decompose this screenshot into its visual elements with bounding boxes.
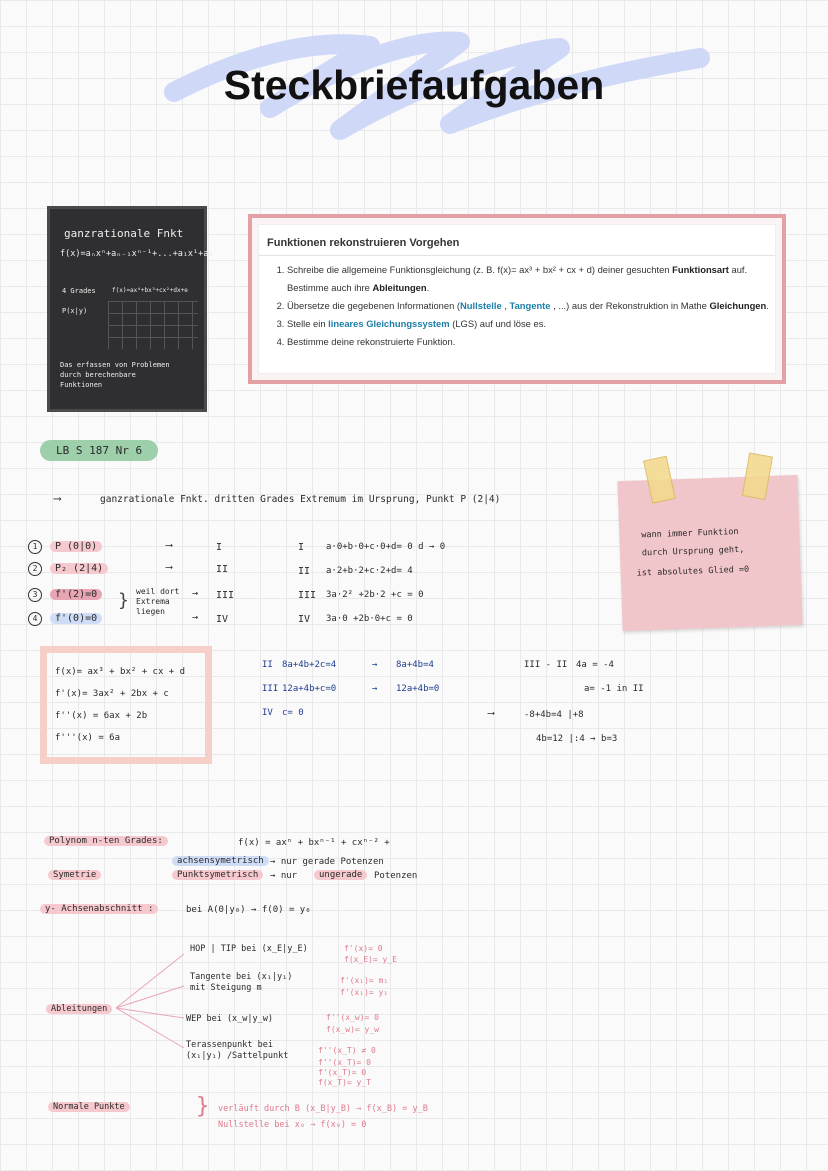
y-intercept-text: bei A(0|y₀) → f(0) = y₀ — [186, 905, 311, 915]
chalkboard-definition — [47, 206, 214, 412]
symmetry-point-highlight: ungerade — [314, 870, 367, 880]
method-step-3 — [287, 315, 787, 333]
derivative-condition-left-1: HOP | TIP bei (x_E|y_E) — [190, 944, 308, 954]
derivative-condition-right-3b: f(x_w)= y_w — [326, 1025, 379, 1034]
polynom-label: Polynom n-ten Grades: — [44, 836, 168, 846]
step2-text-c: . — [766, 300, 769, 311]
derivative-condition-right-2b: f'(x₁)= y₁ — [340, 988, 389, 997]
condition-number-3: 3 — [28, 588, 42, 602]
condition-arrow-icon: ⟶ — [166, 540, 173, 551]
brace-note: weil dort Extrema liegen — [136, 587, 180, 616]
derivative-condition-right-1b: f(x_E)= y_E — [344, 955, 397, 964]
polynom-formula: f(x) = axⁿ + bxⁿ⁻¹ + cxⁿ⁻² + — [238, 838, 390, 848]
solve-head: III - II — [524, 660, 568, 670]
derivative-condition-left-2: Tangente bei (x₁|y₁) mit Steigung m — [190, 972, 293, 993]
step1-keyword: Funktionsart — [672, 264, 729, 275]
solve-arrow-icon: ⟶ — [488, 708, 495, 719]
reference-badge: LB S 187 Nr 6 — [40, 440, 158, 461]
derivative-condition-right-1a: f'(x)= 0 — [344, 944, 383, 953]
normal-points-line-2: Nullstelle bei x₀ → f(x₀) = 0 — [218, 1120, 367, 1130]
derivative-condition-left-3: WEP bei (x_w|y_w) — [186, 1014, 273, 1024]
board-caption-3: Funktionen — [60, 381, 103, 389]
condition-arrow-icon-4: → — [192, 612, 199, 623]
function-line-2: f'(x)= 3ax² + 2bx + c — [55, 689, 169, 699]
lgs-roman-1: II — [262, 660, 273, 670]
equation-1: a·0+b·0+c·0+d= 0 d → 0 — [326, 542, 446, 552]
normal-points-label: Normale Punkte — [48, 1102, 130, 1112]
symmetry-point: Punktsymetrisch — [172, 870, 263, 880]
equation-roman-1: I — [298, 542, 305, 553]
step2-separator: , — [501, 300, 510, 311]
tape-left — [643, 456, 676, 504]
brace-icon: } — [118, 590, 129, 611]
lgs-roman-3: IV — [262, 708, 273, 718]
step3-keyword: lineares Gleichungssystem — [328, 318, 450, 329]
equation-roman-4: IV — [298, 614, 311, 625]
solve-row-1: 4a = -4 — [576, 660, 614, 670]
derivatives-connector-lines — [110, 950, 190, 1060]
condition-text-4: f'(0)=0 — [50, 613, 102, 624]
lgs-right-1: 8a+4b=4 — [396, 660, 434, 670]
condition-arrow-icon-2: ⟶ — [166, 562, 173, 573]
method-step-4: 4. Bestimme deine rekonstruierte Funktion. — [287, 333, 787, 351]
board-caption-2: durch berechenbare — [60, 371, 136, 379]
derivative-condition-left-4: Terassenpunkt bei (x₁|y₁) /Sattelpunkt — [186, 1040, 289, 1061]
condition-arrow-icon-3: → — [192, 588, 199, 599]
symmetry-label: Symetrie — [48, 870, 101, 880]
condition-number-4: 4 — [28, 612, 42, 626]
board-caption-1: Das erfassen von Problemen — [60, 361, 170, 369]
condition-row-3 — [28, 588, 102, 602]
condition-text-2: P₂ (2|4) — [50, 563, 108, 574]
step1-text-b: auf. Bestimme auch ihre — [287, 264, 748, 293]
condition-roman-3: III — [216, 590, 235, 601]
equation-roman-2: II — [298, 566, 311, 577]
condition-roman-2: II — [216, 564, 229, 575]
normal-points-line-1: verläuft durch B (x_B|y_B) → f(x_B) = y_B — [218, 1104, 428, 1114]
condition-row-4 — [28, 612, 102, 626]
solve-row-2: a= -1 in II — [584, 684, 644, 694]
board-degree-formula: f(x)=ax⁴+bx³+cx²+dx+e — [112, 287, 188, 294]
board-point: P(x|y) — [62, 307, 88, 315]
condition-roman-1: I — [216, 542, 223, 553]
condition-number-2: 2 — [28, 562, 42, 576]
condition-text-3: f'(2)=0 — [50, 589, 102, 600]
symmetry-point-rest-2: Potenzen — [374, 871, 418, 881]
y-intercept-label: y- Achsenabschnitt : — [40, 904, 158, 914]
function-line-4: f'''(x) = 6a — [55, 733, 121, 743]
condition-row-2 — [28, 562, 108, 576]
method-info-box — [248, 214, 786, 384]
board-heading: ganzrationale Fnkt — [64, 227, 184, 240]
method-step-2 — [287, 297, 787, 315]
sticky-note — [617, 475, 802, 631]
function-derivatives-box — [40, 646, 212, 764]
condition-text-1: P (0|0) — [50, 541, 102, 552]
method-step-1 — [287, 261, 787, 297]
lgs-arrow-2: → — [372, 684, 378, 694]
step2-keyword-tangente: Tangente — [509, 300, 551, 311]
task-description: ganzrationale Fnkt. dritten Grades Extremum im Ursprung, Punkt P (2|4) — [100, 494, 501, 505]
derivative-condition-right-4b: f''(x_T)= 0 f'(x_T)= 0 f(x_T)= y_T — [318, 1058, 371, 1087]
method-info-divider — [259, 255, 775, 256]
equation-roman-3: III — [298, 590, 317, 601]
derivative-condition-right-2a: f'(x₁)= m₁ — [340, 976, 389, 985]
step2-text-b: , ...) aus der Rekonstruktion in Mathe — [550, 300, 710, 311]
tape-right — [742, 453, 773, 500]
lgs-roman-2: III — [262, 684, 279, 694]
function-line-1: f(x)= ax³ + bx² + cx + d — [55, 667, 186, 677]
note-line-1: wann immer Funktion — [641, 526, 739, 541]
equation-4: 3a·0 +2b·0+c = 0 — [326, 614, 413, 624]
method-info-inner — [258, 224, 776, 374]
function-line-3: f''(x) = 6ax + 2b — [55, 711, 148, 721]
lgs-left-3: c= 0 — [282, 708, 304, 718]
derivative-condition-right-3a: f''(x_w)= 0 — [326, 1013, 379, 1022]
normal-points-brace-icon: } — [196, 1094, 210, 1119]
board-degree-label: 4 Grades — [62, 287, 96, 295]
symmetry-axis: achsensymetrisch — [172, 856, 269, 866]
step3-text-a: Stelle ein — [287, 318, 329, 329]
lgs-right-2: 12a+4b=0 — [396, 684, 440, 694]
step1-text-c: . — [426, 282, 430, 293]
board-formula: f(x)=aₙxⁿ+aₙ₋₁xⁿ⁻¹+...+a₁x¹+a₀ — [60, 249, 214, 259]
step1-text-a: Schreibe die allgemeine Funktionsgleichung (z. B. f(x)= ax³ + bx² + cx + d) deiner gesuchten — [287, 264, 673, 275]
condition-row-1 — [28, 540, 102, 554]
task-arrow-icon: ⟶ — [54, 492, 61, 505]
derivative-condition-right-4a: f''(x_T) ≠ 0 — [318, 1046, 376, 1055]
step1-keyword-2: Ableitungen — [372, 282, 427, 293]
method-steps-list — [273, 261, 787, 351]
step2-text-a: Übersetze die gegebenen Informationen ( — [287, 300, 461, 311]
page-title: Steckbriefaufgaben — [223, 62, 605, 108]
step3-text-b: (LGS) auf und löse es. — [449, 318, 546, 329]
symmetry-point-rest-1: → nur — [270, 871, 298, 881]
step2-keyword-gleichungen: Gleichungen — [709, 300, 767, 311]
condition-number-1: 1 — [28, 540, 42, 554]
condition-roman-4: IV — [216, 614, 229, 625]
solve-row-3: -8+4b=4 |+8 — [524, 710, 584, 720]
solve-row-4: 4b=12 |:4 → b=3 — [536, 734, 618, 744]
derivatives-label: Ableitungen — [46, 1004, 112, 1014]
lgs-left-1: 8a+4b+2c=4 — [282, 660, 337, 670]
equation-3: 3a·2² +2b·2 +c = 0 — [326, 590, 424, 600]
note-line-2: durch Ursprung geht, — [641, 544, 745, 559]
board-grid — [108, 301, 198, 349]
note-line-3: ist absolutes Glied =0 — [636, 564, 750, 579]
method-info-title: Funktionen rekonstruieren Vorgehen — [267, 237, 460, 249]
step2-keyword-nullstelle: Nullstelle — [460, 300, 502, 311]
equation-2: a·2+b·2+c·2+d= 4 — [326, 566, 413, 576]
symmetry-axis-rest: → nur gerade Potenzen — [270, 857, 384, 867]
lgs-left-2: 12a+4b+c=0 — [282, 684, 337, 694]
lgs-arrow-1: → — [372, 660, 378, 670]
